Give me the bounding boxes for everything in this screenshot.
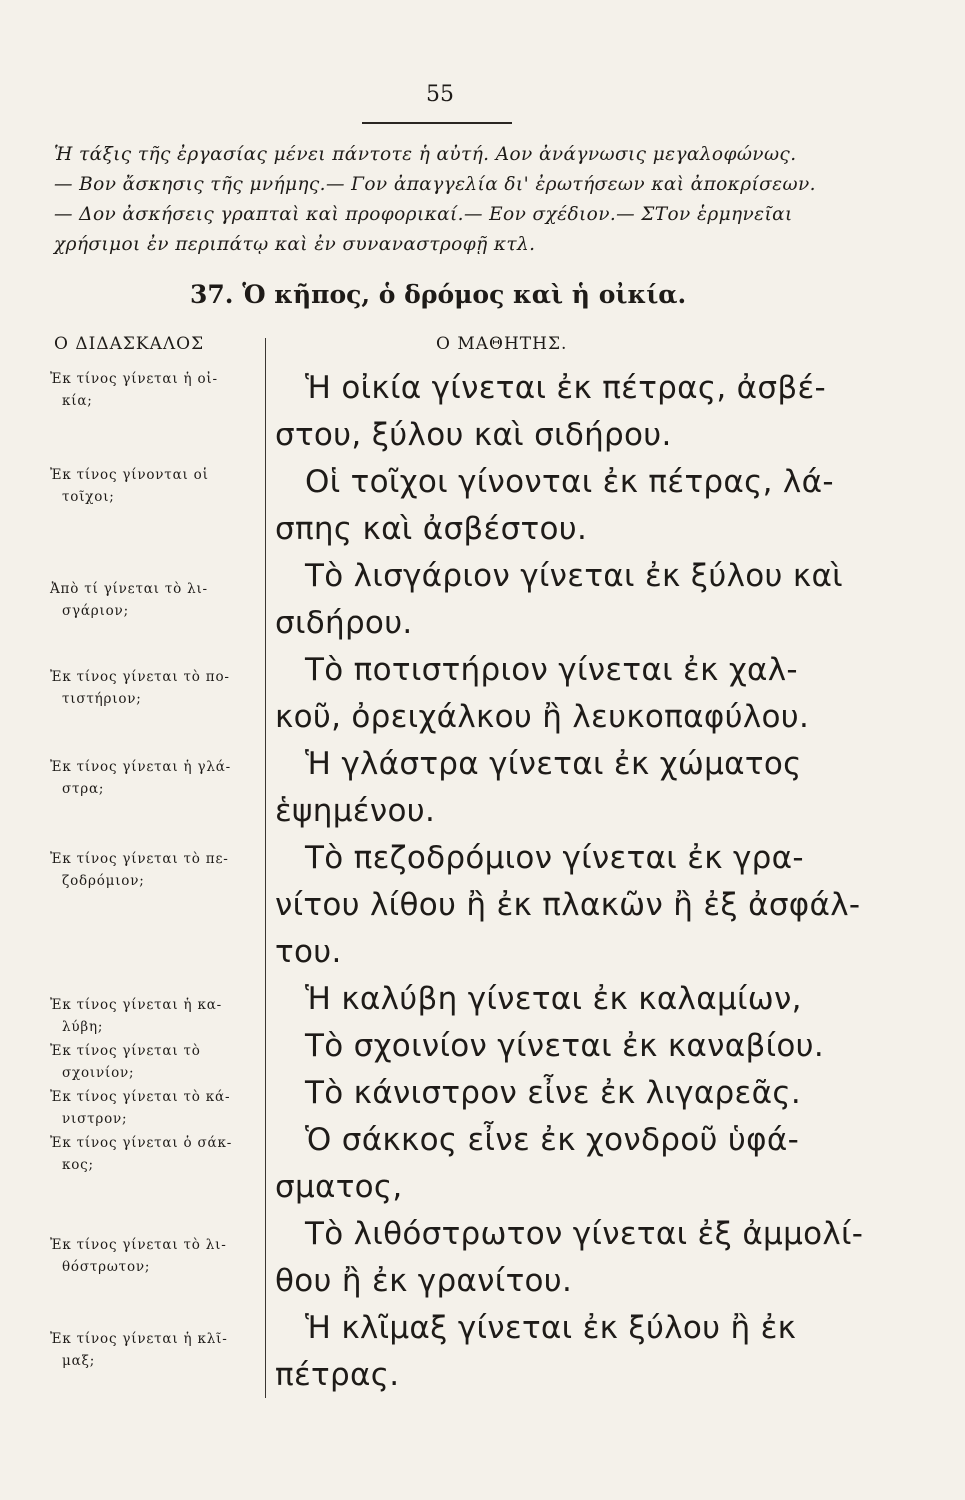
question-line: κία;	[62, 393, 93, 409]
question-line: μαξ;	[62, 1353, 96, 1369]
answer-line: Ἡ καλύβη γίνεται ἐκ καλαμίων,	[305, 981, 802, 1017]
question	[50, 1132, 260, 1176]
question-line: τοῖχοι;	[62, 489, 115, 505]
answer-line: Τὸ ποτιστήριον γίνεται ἐκ χαλ-	[305, 652, 798, 688]
question-line: θόστρωτον;	[62, 1259, 151, 1275]
column-divider	[265, 338, 266, 1398]
answer-line: Τὸ πεζοδρόμιον γίνεται ἐκ γρα-	[305, 840, 804, 876]
question	[50, 1234, 260, 1278]
question-line: σχοινίον;	[62, 1065, 135, 1081]
question	[50, 994, 260, 1038]
answer-line: Ὁ σάκκος εἶνε ἐκ χονδροῦ ὑφά-	[305, 1122, 800, 1158]
question-line: τιστήριον;	[62, 691, 142, 707]
answer-line: Ἡ οἰκία γίνεται ἐκ πέτρας, ἀσβέ-	[305, 370, 826, 406]
question-line: σγάριον;	[62, 603, 129, 619]
question-line: Ἐκ τίνος γίνονται οἱ	[50, 467, 209, 483]
intro-line: — Βον ἄσκησις τῆς μνήμης.— Γον ἀπαγγελία δι' ἐρωτήσεων καὶ ἀποκρίσεων.	[54, 174, 816, 195]
question-line: Ἐκ τίνος γίνεται ἡ γλά-	[50, 759, 232, 775]
page-number: 55	[426, 82, 454, 107]
question-line: ζοδρόμιον;	[62, 873, 145, 889]
question	[50, 1086, 260, 1130]
question-line: Ἀπὸ τί γίνεται τὸ λι-	[50, 581, 208, 597]
question	[50, 666, 260, 710]
intro-paragraph	[54, 140, 874, 260]
answer-line: πέτρας.	[275, 1357, 400, 1393]
question-line: Ἐκ τίνος γίνεται ἡ κλῖ-	[50, 1331, 228, 1347]
answer-line: Ἡ γλάστρα γίνεται ἐκ χώματος	[305, 746, 802, 782]
question	[50, 1040, 260, 1084]
question-line: Ἐκ τίνος γίνεται τὸ πο-	[50, 669, 230, 685]
answer-line: Τὸ σχοινίον γίνεται ἐκ καναβίου.	[305, 1028, 825, 1064]
answer-line: Τὸ κάνιστρον εἶνε ἐκ λιγαρεᾶς.	[305, 1075, 801, 1111]
question	[50, 1328, 260, 1372]
answer-line: Ἡ κλῖμαξ γίνεται ἐκ ξύλου ἢ ἐκ	[305, 1310, 797, 1346]
answer-line: Τὸ λιθόστρωτον γίνεται ἐξ ἀμμολί-	[305, 1216, 864, 1252]
question	[50, 578, 260, 622]
question-line: Ἐκ τίνος γίνεται τὸ	[50, 1043, 201, 1059]
answer-line: νίτου λίθου ἢ ἐκ πλακῶν ἢ ἐξ ἀσφάλ-	[275, 887, 861, 923]
section-title: 37. Ὁ κῆπος, ὁ δρόμος καὶ ἡ οἰκία.	[190, 280, 687, 309]
question-line: Ἐκ τίνος γίνεται τὸ κά-	[50, 1089, 231, 1105]
answer-line: σπης καὶ ἀσβέστου.	[275, 511, 588, 547]
answer-line: κοῦ, ὀρειχάλκου ἢ λευκοπαφύλου.	[275, 699, 810, 735]
intro-line: Ἡ τάξις τῆς ἐργασίας μένει πάντοτε ἡ αὐτή. Αον ἀνάγνωσις μεγαλοφώνως.	[54, 144, 797, 165]
answer-line: Οἱ τοῖχοι γίνονται ἐκ πέτρας, λά-	[305, 464, 834, 500]
teacher-heading: Ο ΔΙΔΑΣΚΑΛΟΣ	[54, 334, 205, 354]
answer-line: ἑψημένου.	[275, 793, 436, 829]
answer-line: Τὸ λισγάριον γίνεται ἐκ ξύλου καὶ	[305, 558, 843, 594]
answer-line: σιδήρου.	[275, 605, 413, 641]
question-line: Ἐκ τίνος γίνεται τὸ λι-	[50, 1237, 227, 1253]
question-line: Ἐκ τίνος γίνεται ὁ σάκ-	[50, 1135, 233, 1151]
answer-line: σματος,	[275, 1169, 403, 1205]
top-rule	[362, 122, 512, 124]
question-line: κος;	[62, 1157, 94, 1173]
answer-line: του.	[275, 934, 342, 970]
intro-line: — Δον ἀσκήσεις γραπταὶ καὶ προφορικαί.— Εον σχέδιον.— ΣΤον ἑρμηνεῖαι	[54, 204, 793, 225]
question-line: νιστρον;	[62, 1111, 128, 1127]
question-line: Ἐκ τίνος γίνεται ἡ οἰ-	[50, 371, 218, 387]
answers-column	[275, 365, 875, 1399]
question-line: στρα;	[62, 781, 105, 797]
answer-line: στου, ξύλου καὶ σιδήρου.	[275, 417, 672, 453]
question	[50, 848, 260, 892]
question-line: Ἐκ τίνος γίνεται τὸ πε-	[50, 851, 229, 867]
answer-line: θου ἢ ἐκ γρανίτου.	[275, 1263, 573, 1299]
question-line: λύβη;	[62, 1019, 104, 1035]
question	[50, 756, 260, 800]
student-heading: Ο ΜΑΘΗΤΗΣ.	[436, 334, 568, 354]
question-line: Ἐκ τίνος γίνεται ἡ κα-	[50, 997, 223, 1013]
question	[50, 368, 260, 412]
question	[50, 464, 260, 508]
intro-line: χρήσιμοι ἐν περιπάτῳ καὶ ἐν συναναστροφῇ κτλ.	[54, 234, 536, 255]
